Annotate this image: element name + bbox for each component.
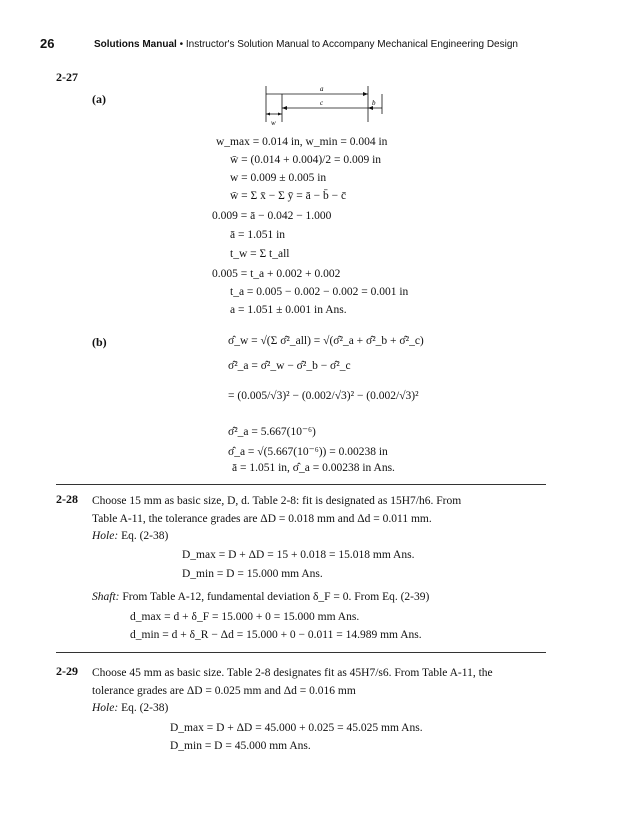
hole-eq-max: D_max = D + ΔD = 45.000 + 0.025 = 45.025 mm Ans. (170, 722, 423, 734)
equation-b3: = (0.005/√3)² − (0.002/√3)² − (0.002/√3)² (228, 390, 419, 402)
problem-number: 2-27 (56, 70, 78, 84)
arrow-w-left (266, 113, 270, 116)
equation-b1: σ̂_w = √(Σ σ̂²_all) = √(σ̂²_a + σ̂²_b + σ̂²_c) (228, 335, 424, 347)
header-subtitle: Instructor's Solution Manual to Accompany Mechanical Engineering Design (185, 39, 518, 50)
shaft-line (92, 591, 429, 603)
problem-number: 2-28 (56, 492, 78, 506)
hole-eq-min: D_min = D = 45.000 mm Ans. (170, 740, 311, 752)
hole-eq-min: D_min = D = 15.000 mm Ans. (182, 568, 323, 580)
shaft-label: Shaft: (92, 591, 120, 603)
equation-a4: w̄ = Σ x̄ − Σ ȳ = ā − b̄ − c̄ (230, 190, 347, 202)
equation-a5: 0.009 = ā − 0.042 − 1.000 (212, 210, 332, 222)
equation-b5: σ̂_a = √(5.667(10⁻⁶)) = 0.00238 in (228, 446, 388, 458)
part-label-b: (b) (92, 335, 107, 349)
shaft-ref: From Table A-12, fundamental deviation δ_F = 0. From Eq. (2-39) (122, 591, 430, 603)
hole-ref: Eq. (2-38) (121, 530, 169, 542)
header-title: Solutions Manual (94, 39, 177, 50)
equation-a10: a = 1.051 ± 0.001 in Ans. (230, 304, 347, 316)
label-c: c (320, 99, 324, 107)
running-header (94, 39, 518, 50)
problem-text-line-1: Choose 15 mm as basic size, D, d. Table 2-8: fit is designated as 15H7/h6. From (92, 495, 462, 507)
equation-a6: ā = 1.051 in (230, 229, 286, 241)
equation-a9: t_a = 0.005 − 0.002 − 0.002 = 0.001 in (230, 286, 409, 298)
hole-eq-max: D_max = D + ΔD = 15 + 0.018 = 15.018 mm Ans. (182, 549, 415, 561)
part-label-a: (a) (92, 92, 106, 106)
problem-text-line-2: Table A-11, the tolerance grades are ΔD = 0.018 mm and Δd = 0.011 mm. (92, 513, 432, 525)
dimension-diagram (260, 80, 390, 128)
problem-number: 2-29 (56, 664, 78, 678)
equation-a2: w̄ = (0.014 + 0.004)/2 = 0.009 in (230, 154, 382, 166)
hole-label: Hole: (92, 530, 119, 542)
label-w: w (271, 119, 276, 127)
equation-b2: σ̂²_a = σ̂²_w − σ̂²_b − σ̂²_c (228, 360, 351, 372)
shaft-eq-max: d_max = d + δ_F = 15.000 + 0 = 15.000 mm Ans. (130, 611, 360, 623)
equation-a3: w = 0.009 ± 0.005 in (230, 172, 327, 184)
arrow-w-right (278, 113, 282, 116)
divider-1 (56, 484, 546, 485)
shaft-eq-min: d_min = d + δ_R − Δd = 15.000 + 0 − 0.011 = 14.989 mm Ans. (130, 629, 422, 641)
equation-a7: t_w = Σ t_all (230, 248, 290, 260)
header-bullet: • (179, 39, 184, 50)
problem-text-line-1: Choose 45 mm as basic size. Table 2-8 designates fit as 45H7/s6. From Table A-11, the (92, 667, 493, 679)
equation-b6: ā = 1.051 in, σ̂_a = 0.00238 in Ans. (232, 462, 395, 474)
equation-a8: 0.005 = t_a + 0.002 + 0.002 (212, 268, 341, 280)
arrow-c (282, 106, 287, 110)
hole-line (92, 530, 168, 542)
equation-a1: w_max = 0.014 in, w_min = 0.004 in (216, 136, 388, 148)
problem-text (92, 664, 544, 700)
problem-text (92, 492, 544, 528)
hole-line (92, 702, 168, 714)
hole-ref: Eq. (2-38) (121, 702, 169, 714)
problem-text-line-2: tolerance grades are ΔD = 0.025 mm and Δd = 0.016 mm (92, 685, 356, 697)
hole-label: Hole: (92, 702, 119, 714)
arrow-a (363, 92, 368, 96)
label-a: a (320, 85, 324, 93)
label-b: b (372, 99, 376, 107)
divider-2 (56, 652, 546, 653)
equation-b4: σ̂²_a = 5.667(10⁻⁶) (228, 426, 316, 438)
page-number: 26 (40, 36, 55, 51)
